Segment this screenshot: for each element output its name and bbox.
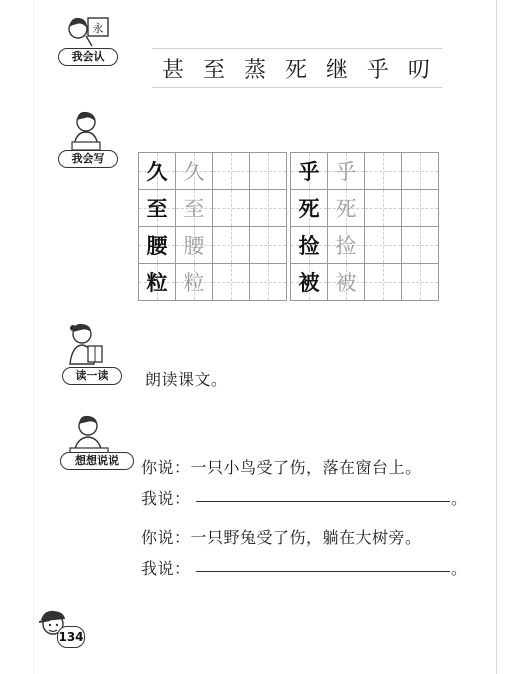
grid-cell-blank[interactable] bbox=[365, 190, 402, 227]
page-left-edge bbox=[33, 0, 34, 674]
page-right-edge bbox=[496, 0, 497, 674]
grid-cell-trace: 久 bbox=[176, 153, 213, 190]
grid-cell-trace: 捡 bbox=[328, 227, 365, 264]
answer-period: 。 bbox=[451, 489, 468, 508]
grid-cell-trace: 死 bbox=[328, 190, 365, 227]
writing-grid-left bbox=[138, 152, 287, 301]
badge-write: 我会写 bbox=[58, 150, 118, 168]
answer-label: 我说： bbox=[141, 489, 191, 508]
recognize-char: 蒸 bbox=[243, 57, 268, 83]
grid-cell-trace: 至 bbox=[176, 190, 213, 227]
recognize-char: 继 bbox=[325, 57, 350, 83]
grid-cell-blank[interactable] bbox=[402, 153, 439, 190]
answer-blank[interactable] bbox=[196, 501, 450, 502]
recognize-chars-row bbox=[152, 48, 442, 88]
dialogue-prompt: 你说：一只小鸟受了伤，落在窗台上。 bbox=[141, 458, 422, 477]
grid-cell-model: 久 bbox=[139, 153, 176, 190]
writing-grid-right bbox=[290, 152, 439, 301]
kid-with-sign-icon bbox=[62, 12, 114, 50]
grid-cell-blank[interactable] bbox=[213, 190, 250, 227]
recognize-char: 乎 bbox=[366, 57, 391, 83]
recognize-char: 甚 bbox=[162, 57, 187, 83]
grid-cell-blank[interactable] bbox=[402, 190, 439, 227]
sign-character: 永 bbox=[92, 22, 104, 35]
badge-recognize: 我会认 bbox=[58, 48, 118, 66]
page-number: 134 bbox=[57, 626, 85, 648]
grid-cell-blank[interactable] bbox=[365, 153, 402, 190]
kid-thinking-icon bbox=[68, 412, 112, 456]
recognize-char: 叨 bbox=[407, 57, 432, 83]
grid-cell-model: 至 bbox=[139, 190, 176, 227]
grid-cell-blank[interactable] bbox=[213, 153, 250, 190]
grid-cell-model: 捡 bbox=[291, 227, 328, 264]
grid-cell-blank[interactable] bbox=[250, 264, 287, 301]
grid-cell-blank[interactable] bbox=[213, 227, 250, 264]
answer-label: 我说： bbox=[141, 559, 191, 578]
recognize-char: 至 bbox=[202, 57, 227, 83]
grid-cell-trace: 乎 bbox=[328, 153, 365, 190]
grid-cell-blank[interactable] bbox=[250, 227, 287, 264]
grid-cell-blank[interactable] bbox=[402, 227, 439, 264]
grid-cell-model: 被 bbox=[291, 264, 328, 301]
grid-cell-blank[interactable] bbox=[402, 264, 439, 301]
kid-writing-icon bbox=[66, 108, 106, 152]
answer-period: 。 bbox=[451, 559, 468, 578]
answer-blank[interactable] bbox=[196, 571, 450, 572]
badge-read: 读一读 bbox=[62, 367, 122, 385]
recognize-char: 死 bbox=[284, 57, 309, 83]
grid-cell-trace: 粒 bbox=[176, 264, 213, 301]
grid-cell-trace: 腰 bbox=[176, 227, 213, 264]
kid-reading-icon bbox=[64, 320, 108, 368]
read-instruction: 朗读课文。 bbox=[145, 370, 228, 389]
grid-cell-trace: 被 bbox=[328, 264, 365, 301]
grid-cell-blank[interactable] bbox=[365, 227, 402, 264]
grid-cell-model: 粒 bbox=[139, 264, 176, 301]
grid-cell-blank[interactable] bbox=[250, 153, 287, 190]
grid-cell-model: 乎 bbox=[291, 153, 328, 190]
dialogue-prompt: 你说：一只野兔受了伤，躺在大树旁。 bbox=[141, 528, 422, 547]
grid-cell-blank[interactable] bbox=[250, 190, 287, 227]
grid-cell-blank[interactable] bbox=[213, 264, 250, 301]
grid-cell-model: 腰 bbox=[139, 227, 176, 264]
badge-think-speak: 想想说说 bbox=[60, 452, 134, 470]
grid-cell-model: 死 bbox=[291, 190, 328, 227]
grid-cell-blank[interactable] bbox=[365, 264, 402, 301]
